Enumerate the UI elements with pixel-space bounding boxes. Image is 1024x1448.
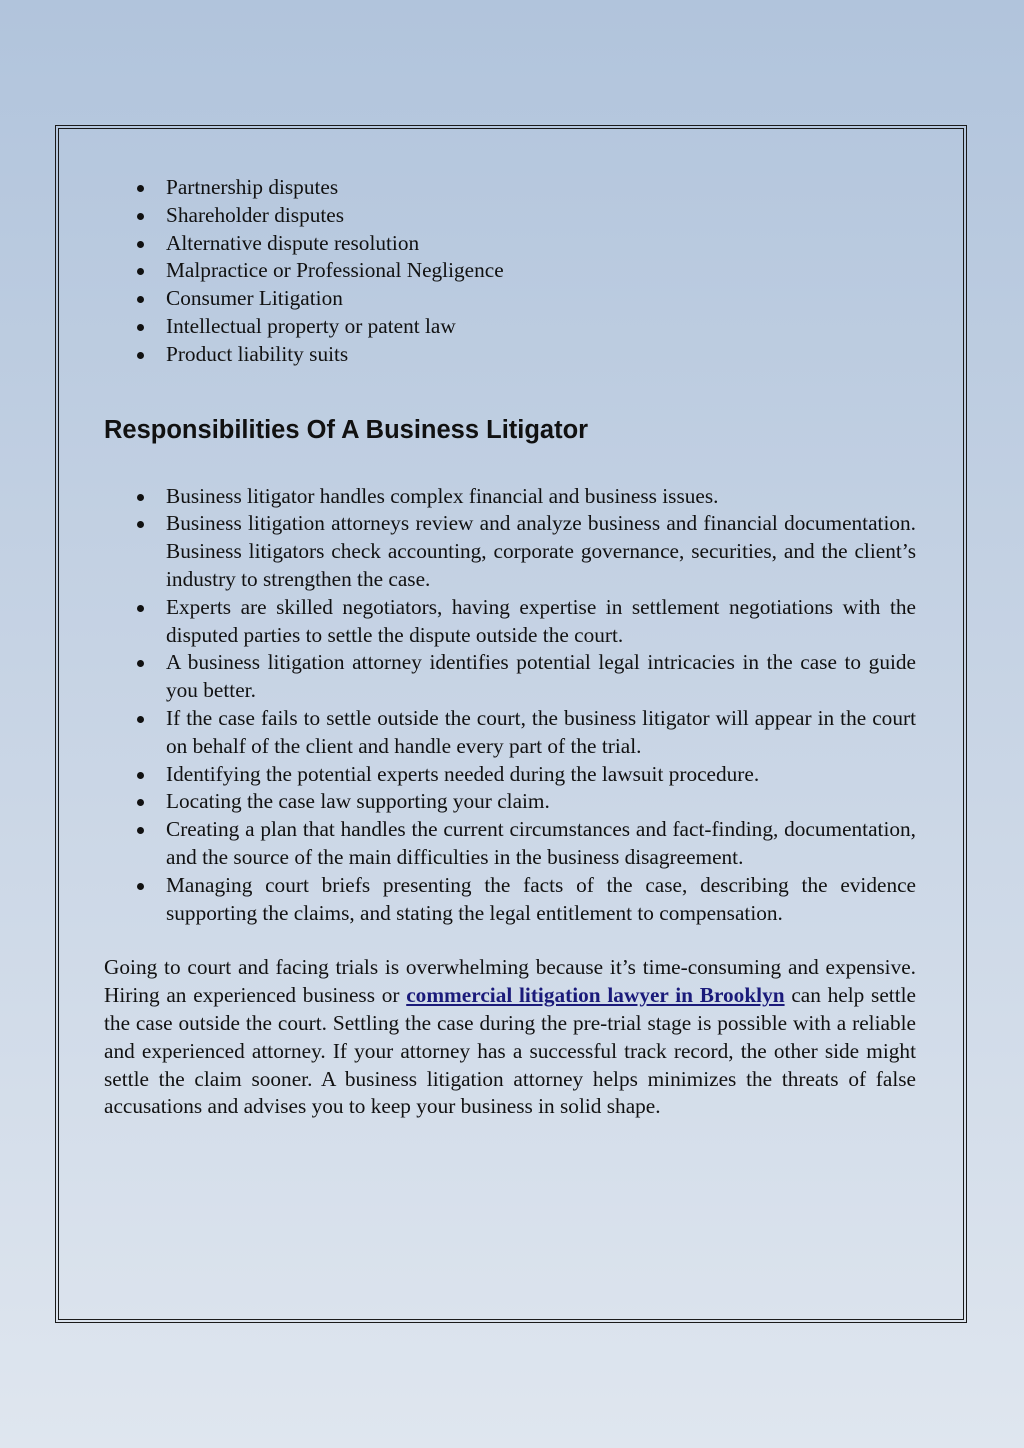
responsibilities-list — [104, 483, 916, 928]
list-item: Creating a plan that handles the current circumstances and fact-finding, documentation, and the source of the main difficulties in the business disagreement. — [104, 816, 916, 872]
list-item: If the case fails to settle outside the court, the business litigator will appear in the court on behalf of the client and handle every part of the trial. — [104, 705, 916, 761]
list-item: Business litigation attorneys review and analyze business and financial documentation. Business litigators check accounting, corporate governance, securities, and the client’s industry to strengthen the case. — [104, 510, 916, 593]
list-item: Managing court briefs presenting the facts of the case, describing the evidence supporting the claims, and stating the legal entitlement to compensation. — [104, 872, 916, 928]
list-item: Consumer Litigation — [104, 285, 916, 313]
section-heading: Responsibilities Of A Business Litigator — [104, 415, 589, 444]
lawyer-link[interactable]: commercial litigation lawyer in Brooklyn — [406, 983, 785, 1008]
document-body — [104, 174, 916, 1121]
dispute-types-list — [104, 174, 916, 369]
list-item: Intellectual property or patent law — [104, 313, 916, 341]
list-item: Business litigator handles complex financial and business issues. — [104, 483, 916, 511]
list-item: Alternative dispute resolution — [104, 230, 916, 258]
closing-paragraph — [104, 954, 916, 1121]
list-item: Identifying the potential experts needed during the lawsuit procedure. — [104, 761, 916, 789]
closing-text-after-link: can help settle the case outside the court. Settling the case during the pre-trial stage is possible with a reliable and experienced attorney. If your attorney has a successful track record, the other side might settle the claim sooner. A business litigation attorney helps minimizes the threats of false accusations and advises you to keep your business in solid shape. — [104, 983, 916, 1119]
closing-text-before-link: Going to court and facing trials is overwhelming because it’s time-consuming and expensive. Hiring an experienced business or — [104, 955, 916, 1008]
list-item: Locating the case law supporting your claim. — [104, 788, 916, 816]
list-item: Shareholder disputes — [104, 202, 916, 230]
list-item: A business litigation attorney identifies potential legal intricacies in the case to guide you better. — [104, 649, 916, 705]
list-item: Product liability suits — [104, 341, 916, 369]
list-item: Experts are skilled negotiators, having expertise in settlement negotiations with the disputed parties to settle the dispute outside the court. — [104, 594, 916, 650]
list-item: Partnership disputes — [104, 174, 916, 202]
list-item: Malpractice or Professional Negligence — [104, 257, 916, 285]
